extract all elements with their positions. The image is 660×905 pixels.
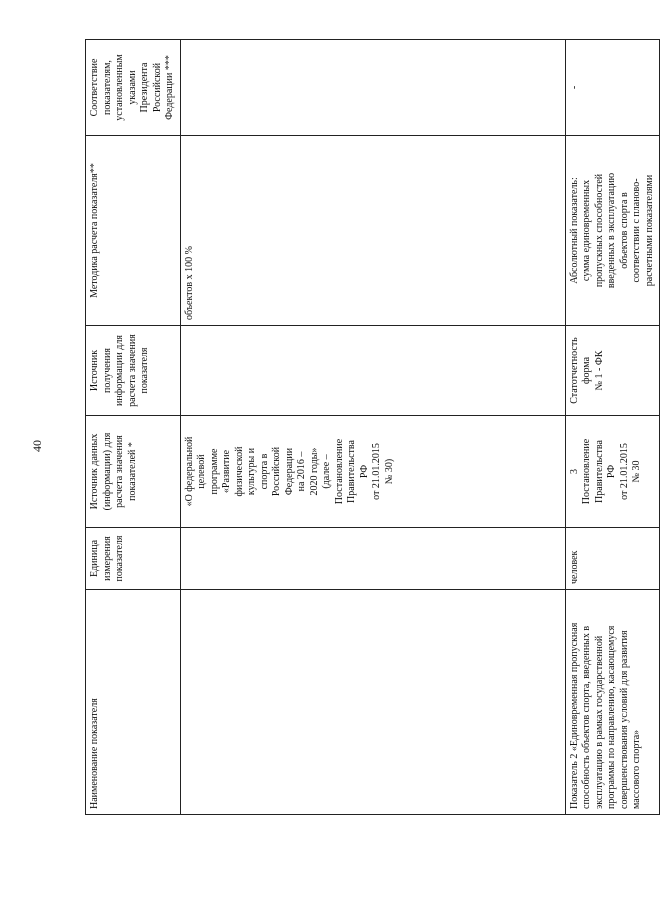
cell-info-source: Статотчетность форма № 1 - ФК: [565, 326, 660, 416]
indicators-table: [85, 39, 660, 815]
header-row: [86, 40, 181, 815]
cell-data-source: 3 Постановление Правительства РФ от 21.01.2015 № 30: [565, 416, 660, 528]
indicators-table-frame: [85, 40, 655, 815]
cell-info-source: [180, 326, 565, 416]
table-row: [180, 40, 565, 815]
header-info-source: Источник получения информации для расчета значения показателя: [86, 326, 181, 416]
header-indicator-name: Наименование показателя: [86, 590, 181, 815]
cell-method: объектов х 100 %: [180, 136, 565, 326]
page-number: 40: [30, 440, 44, 452]
cell-data-source: «О федеральной целевой программе «Развитие физической культуры и спорта в Российской Федерации на 2016 – 2020 годы» (далее – Постановление Правительства РФ от 21.01.2015 № 30): [180, 416, 565, 528]
cell-indicator-name: Показатель 2 «Единовременная пропускная способность объектов спорта, введенных в эксплуатацию в рамках государственной программы по направлению, касающемуся совершенствования условий для развития массового спорта»: [565, 590, 660, 815]
header-presidential-compliance: Соответствие показателям, установленным указами Президента Российской Федерации ***: [86, 40, 181, 136]
header-data-source: Источник данных (информации) для расчета значения показателей *: [86, 416, 181, 528]
header-method: Методика расчета показателя**: [86, 136, 181, 326]
cell-indicator-name: [180, 590, 565, 815]
header-unit: Единица измерения показателя: [86, 528, 181, 590]
cell-method: Абсолютный показатель: сумма единовременных пропускных способностей введенных в эксплуатацию объектов спорта в соответствии с планово- расчетными показателями: [565, 136, 660, 326]
cell-unit: человек: [565, 528, 660, 590]
table-row: [565, 40, 660, 815]
cell-compliance: [180, 40, 565, 136]
cell-compliance: -: [565, 40, 660, 136]
cell-unit: [180, 528, 565, 590]
